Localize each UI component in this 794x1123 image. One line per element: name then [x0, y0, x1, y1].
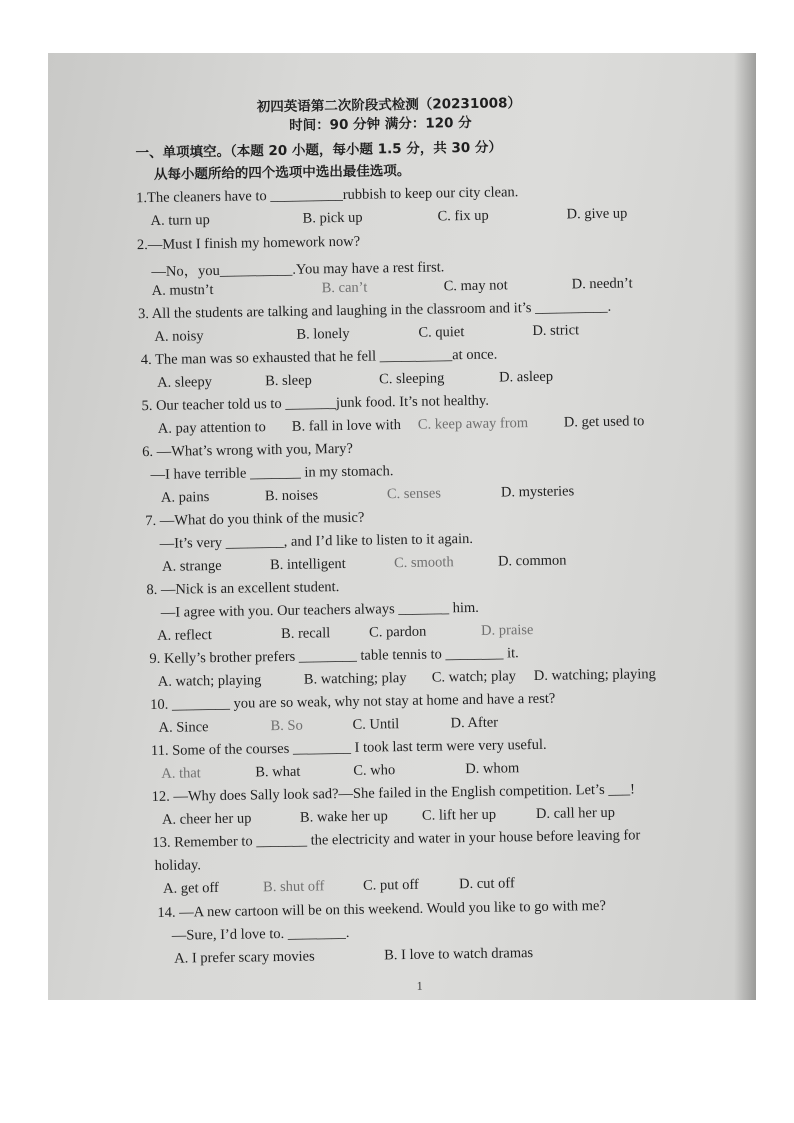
q2-option-d: D. needn’t: [571, 275, 633, 293]
q14-option-b: B. I love to watch dramas: [384, 945, 534, 964]
q8-option-c: C. pardon: [368, 623, 427, 641]
q7-option-b: B. intelligent: [269, 555, 346, 574]
q14-option-a: A. I prefer scary movies: [174, 948, 315, 967]
q11-option-d: D. whom: [465, 760, 520, 778]
section-instruction: 从每小题所给的四个选项中选出最佳选项。: [153, 162, 411, 183]
q8-option-d: D. praise: [480, 622, 534, 639]
q7-option-a: A. strange: [161, 557, 222, 575]
q10-option-b: B. So: [270, 717, 303, 735]
q1-option-c: C. fix up: [437, 207, 489, 225]
q3-option-d: D. strict: [532, 322, 580, 339]
question-4-stem: 4. The man was so exhausted that he fell __________at once.: [140, 346, 498, 369]
question-13-stem-line2: holiday.: [154, 857, 202, 874]
q10-option-a: A. Since: [158, 719, 209, 736]
q13-option-d: D. cut off: [458, 875, 515, 893]
q6-option-c: C. senses: [386, 485, 442, 503]
exam-title: 初四英语第二次阶段式检测（20231008）: [256, 95, 522, 116]
q2-option-b: B. can’t: [321, 279, 368, 297]
page-number: 1: [416, 978, 423, 993]
q7-option-c: C. smooth: [393, 554, 454, 572]
question-10-stem: 10. ________ you are so weak, why not stay at home and have a rest?: [150, 690, 556, 714]
q5-option-a: A. pay attention to: [157, 419, 266, 437]
q11-option-a: A. that: [161, 765, 201, 782]
photographed-exam-page: [48, 53, 756, 1000]
question-1-stem: 1.The cleaners have to __________rubbish to keep our city clean.: [136, 184, 519, 207]
q9-option-b: B. watching; play: [303, 670, 407, 688]
question-8-stem-line2: —I agree with you. Our teachers always _______ him.: [160, 599, 479, 621]
q1-option-d: D. give up: [566, 205, 628, 223]
q4-option-c: C. sleeping: [378, 370, 445, 388]
q12-option-c: C. lift her up: [421, 806, 497, 824]
q2-option-c: C. may not: [443, 277, 508, 295]
q5-option-b: B. fall in love with: [291, 417, 402, 435]
q4-option-d: D. asleep: [498, 368, 554, 386]
question-2-stem-line2: —No，you__________.You may have a rest first.: [151, 259, 445, 280]
exam-sheet: [48, 53, 756, 1000]
q7-option-d: D. common: [497, 552, 567, 570]
q4-option-a: A. sleepy: [157, 374, 213, 391]
q9-option-d: D. watching; playing: [533, 666, 656, 685]
question-2-stem: 2.—Must I finish my homework now?: [136, 233, 361, 254]
q2-option-a: A. mustn’t: [151, 281, 214, 299]
question-14-stem-line2: —Sure, I’d love to. ________.: [171, 924, 350, 944]
q8-option-b: B. recall: [280, 625, 331, 642]
q6-option-d: D. mysteries: [500, 483, 575, 501]
q6-option-a: A. pains: [160, 489, 210, 506]
q4-option-b: B. sleep: [265, 372, 312, 390]
question-9-stem: 9. Kelly’s brother prefers ________ table tennis to ________ it.: [149, 645, 519, 668]
question-12-stem: 12. —Why does Sally look sad?—She failed in the English competition. Let’s ___!: [151, 781, 635, 806]
q9-option-a: A. watch; playing: [157, 672, 262, 690]
question-7-stem: 7. —What do you think of the music?: [145, 509, 365, 530]
question-7-stem-line2: —It’s very ________, and I’d like to listen to it again.: [159, 530, 474, 552]
q6-option-b: B. noises: [264, 487, 319, 505]
q12-option-d: D. call her up: [535, 804, 616, 822]
q10-option-c: C. Until: [352, 716, 400, 733]
q5-option-d: D. get used to: [563, 413, 645, 431]
q13-option-a: A. get off: [162, 879, 219, 897]
q12-option-a: A. cheer her up: [161, 810, 252, 828]
q11-option-b: B. what: [255, 763, 301, 781]
q5-option-c: C. keep away from: [417, 415, 529, 433]
question-6-stem-line2: —I have terrible _______ in my stomach.: [150, 463, 394, 483]
q13-option-b: B. shut off: [262, 878, 325, 896]
q12-option-b: B. wake her up: [299, 808, 388, 826]
q13-option-c: C. put off: [362, 876, 419, 894]
q1-option-a: A. turn up: [150, 212, 210, 229]
question-8-stem: 8. —Nick is an excellent student.: [146, 579, 340, 599]
q3-option-b: B. lonely: [296, 325, 350, 343]
question-14-stem: 14. —A new cartoon will be on this weekend. Would you like to go with me?: [157, 897, 606, 921]
q10-option-d: D. After: [450, 714, 499, 732]
q9-option-c: C. watch; play: [431, 668, 517, 686]
q11-option-c: C. who: [353, 762, 396, 779]
question-5-stem: 5. Our teacher told us to _______junk food. It’s not healthy.: [141, 392, 490, 415]
question-11-stem: 11. Some of the courses ________ I took last term were very useful.: [150, 736, 547, 760]
question-13-stem: 13. Remember to _______ the electricity and water in your house before leaving for: [152, 827, 641, 852]
exam-time-score: 时间：90 分钟 满分：120 分: [289, 114, 472, 134]
q3-option-a: A. noisy: [154, 328, 204, 345]
section-heading: 一、单项填空。（本题 20 小题，每小题 1.5 分，共 30 分）: [135, 139, 503, 162]
question-3-stem: 3. All the students are talking and laughing in the classroom and it’s __________.: [137, 298, 612, 323]
q3-option-c: C. quiet: [418, 324, 465, 341]
q1-option-b: B. pick up: [302, 209, 363, 227]
question-6-stem: 6. —What’s wrong with you, Mary?: [142, 440, 353, 461]
q8-option-a: A. reflect: [157, 627, 212, 644]
